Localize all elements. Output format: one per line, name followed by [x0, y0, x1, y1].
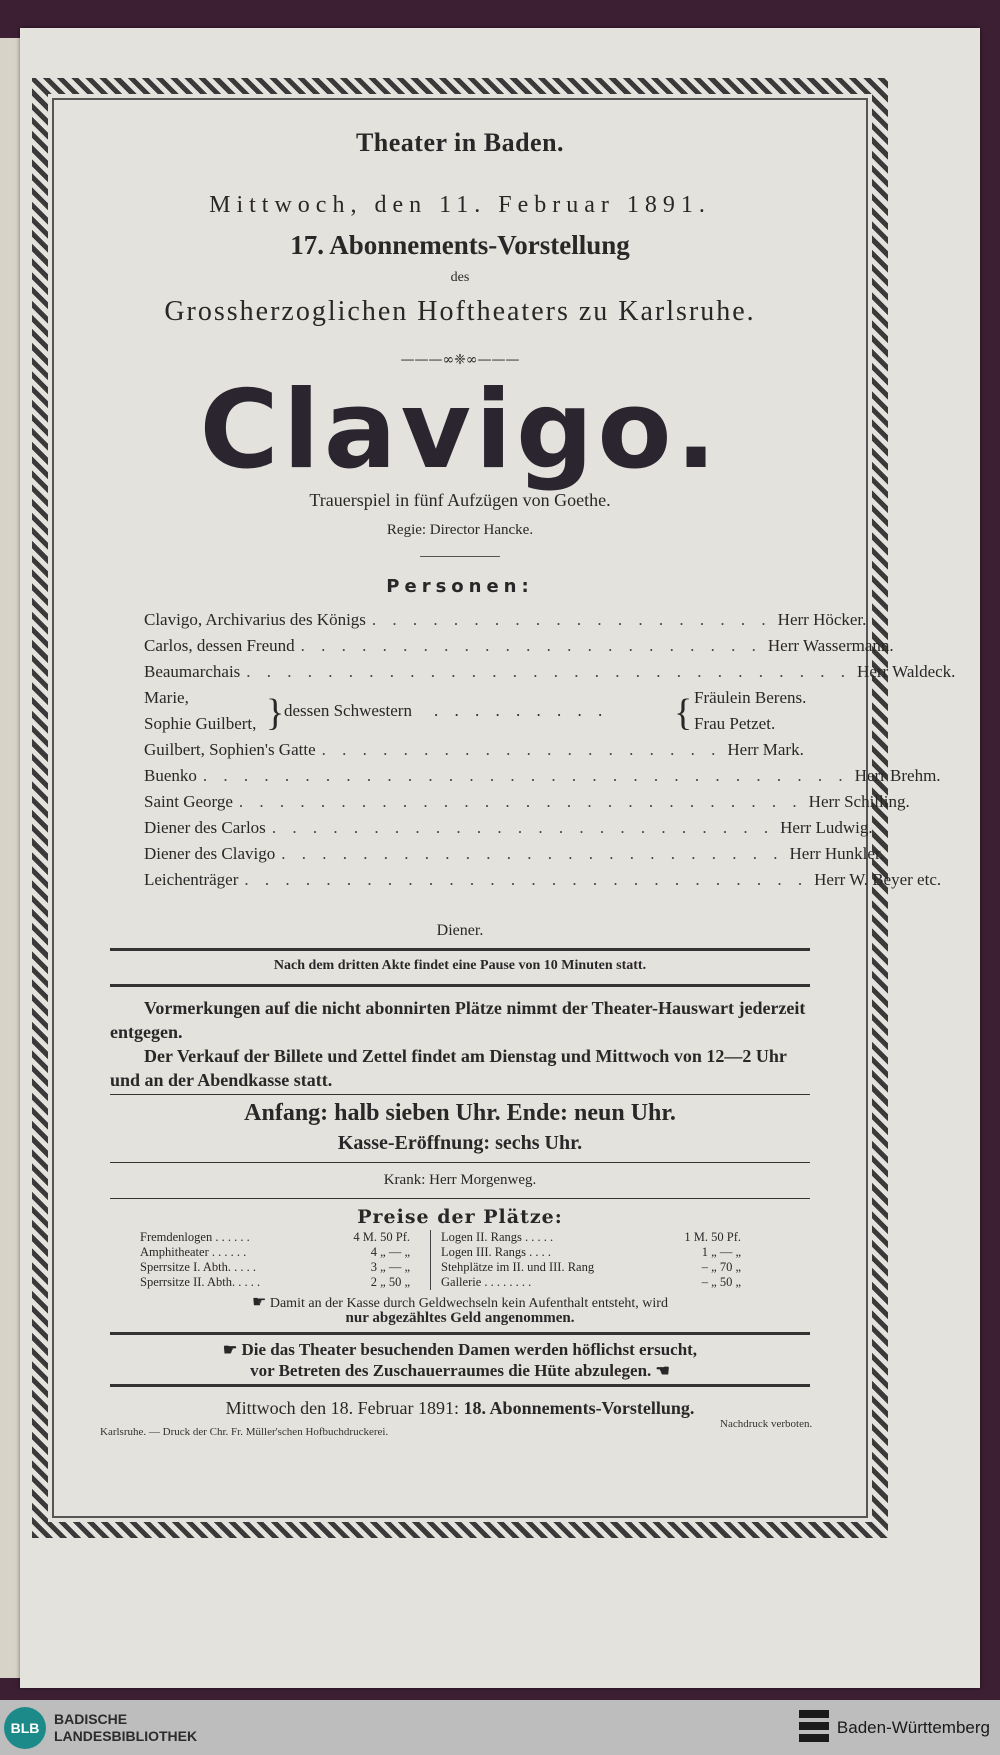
performance-number: 17. Abonnements-Vorstellung: [290, 230, 630, 260]
price-list-right: [430, 1230, 741, 1290]
actor: Herr Höcker.: [777, 610, 867, 629]
cast-heading: Personen:: [386, 576, 534, 597]
divider: [110, 1198, 810, 1199]
price-row: Logen II. Rangs . . . . . 1 M. 50 Pf.: [441, 1230, 741, 1244]
blb-branding[interactable]: [0, 1707, 197, 1749]
short-divider: [420, 556, 500, 557]
price-row: Sperrsitze I. Abth. . . . . 3 „ — „: [140, 1260, 410, 1274]
next-performance: Mittwoch den 18. Februar 1891: 18. Abonnements-Vorstellung.: [225, 1398, 695, 1418]
role: Guilbert, Sophien's Gatte: [144, 740, 316, 759]
cast-list: [144, 610, 956, 896]
reprint-notice: Nachdruck verboten.: [720, 1418, 813, 1430]
cast-row: Diener des Carlos . . . . . . . . . . . . . . . . . . . . . . . . . Herr Ludwig.: [144, 818, 873, 837]
actor: Fräulein Berens.: [694, 688, 807, 707]
role: Leichenträger: [144, 870, 239, 889]
role: Diener des Carlos: [144, 818, 266, 837]
role: Clavigo, Archivarius des Königs: [144, 610, 366, 629]
blb-logo-icon: BLB: [4, 1707, 46, 1749]
divider-thick: [110, 984, 810, 987]
divider: [110, 1094, 810, 1095]
actor: Herr Hunkler.: [789, 844, 884, 863]
actor: Herr Waldeck.: [857, 662, 956, 681]
cast-row: Leichenträger . . . . . . . . . . . . . . . . . . . . . . . . . . . . Herr W. Beyer etc.: [144, 870, 942, 889]
price-row: Sperrsitze II. Abth. . . . . 2 „ 50 „: [140, 1275, 410, 1289]
cast-row-sisters: Marie, Sophie Guilbert, } dessen Schwestern . . . . . . . . . { Fräulein Berens. Frau Petzet.: [144, 688, 807, 734]
company-name: Grossherzoglichen Hoftheaters zu Karlsruhe.: [164, 296, 756, 327]
sick-notice: Krank: Herr Morgenweg.: [383, 1172, 537, 1188]
cast-row: Guilbert, Sophien's Gatte . . . . . . . . . . . . . . . . . . . . Herr Mark.: [144, 740, 864, 766]
cast-row: Saint George . . . . . . . . . . . . . . . . . . . . . . . . . . . . Herr Schilling.: [144, 792, 910, 811]
actor: Herr Wassermann.: [767, 636, 894, 655]
cast-extra: Diener.: [436, 922, 484, 939]
pointing-hand-icon: ☛: [252, 1294, 267, 1311]
price-row: Amphitheater . . . . . . 4 „ — „: [140, 1245, 410, 1259]
viewer-footer-bar: [0, 1700, 1000, 1755]
divider-thick: [110, 1332, 810, 1335]
cast-row: Carlos, dessen Freund . . . . . . . . . . . . . . . . . . . . . . . Herr Wassermann.: [144, 636, 894, 655]
divider: [110, 1162, 810, 1163]
library-name: BADISCHE LANDESBIBLIOTHEK: [54, 1710, 198, 1744]
state-branding[interactable]: [799, 1710, 1000, 1746]
price-row: Stehplätze im II. und III. Rang – „ 70 „: [441, 1260, 741, 1274]
pointing-hand-icon: ☛: [222, 1342, 238, 1359]
role: Sophie Guilbert,: [144, 714, 257, 733]
price-row: Fremdenlogen . . . . . . 4 M. 50 Pf.: [140, 1230, 410, 1244]
prices-heading: Preise der Plätze:: [357, 1206, 563, 1228]
sales-notice: Der Verkauf der Billete und Zettel findet am Dienstag und Mittwoch von 12—2 Uhr und an der Abendkasse statt.: [110, 1046, 787, 1090]
play-subtitle: Trauerspiel in fünf Aufzügen von Goethe.: [309, 490, 611, 510]
role: Saint George: [144, 792, 233, 811]
playbill-content: [60, 100, 956, 1500]
role: Carlos, dessen Freund: [144, 636, 295, 655]
ornament-divider: ———∞❈∞———: [400, 352, 520, 368]
hats-notice: ☛ Die das Theater besuchenden Damen werden höflichst ersucht, vor Betreten des Zuschauerraumes die Hüte abzulegen. ☚: [222, 1340, 698, 1380]
state-lions-icon: [799, 1710, 829, 1746]
cast-row: Clavigo, Archivarius des Königs . . . . . . . . . . . . . . . . . . . . Herr Höcker.: [144, 610, 867, 629]
box-office-opening: Kasse-Eröffnung: sechs Uhr.: [337, 1132, 583, 1154]
divider-thick: [110, 948, 810, 951]
price-row: Gallerie . . . . . . . . – „ 50 „: [441, 1275, 741, 1289]
actor: Herr Brehm.: [854, 766, 941, 785]
actor: Herr W. Beyer etc.: [814, 870, 942, 889]
actor: Herr Schilling.: [808, 792, 910, 811]
exact-money-notice: nur abgezähltes Geld angenommen.: [345, 1310, 575, 1326]
role: Marie,: [144, 688, 189, 707]
change-notice: ☛ Damit an der Kasse durch Geldwechseln kein Aufenthalt entsteht, wird: [252, 1294, 668, 1311]
cast-row: Beaumarchais . . . . . . . . . . . . . . . . . . . . . . . . . . . . . . Herr Waldeck.: [144, 662, 956, 681]
relation: dessen Schwestern: [284, 701, 412, 720]
role: Diener des Clavigo: [144, 844, 276, 863]
brace: }: [266, 692, 285, 734]
printer-imprint: Karlsruhe. — Druck der Chr. Fr. Müller'schen Hofbuchdruckerei.: [100, 1426, 389, 1438]
role: Beaumarchais: [144, 662, 241, 681]
performance-date: Mittwoch, den 11. Februar 1891.: [209, 192, 711, 218]
price-list-left: [140, 1230, 410, 1290]
state-name: Baden-Württemberg: [836, 1717, 990, 1737]
price-row: Logen III. Rangs . . . . 1 „ — „: [441, 1245, 741, 1259]
role: Buenko: [144, 766, 197, 785]
brace: {: [674, 692, 693, 734]
theater-name: Theater in Baden.: [60, 128, 860, 158]
play-title: Clavigo.: [199, 368, 721, 493]
start-end-times: Anfang: halb sieben Uhr. Ende: neun Uhr.: [244, 1100, 676, 1126]
cast-row: Buenko . . . . . . . . . . . . . . . . . . . . . . . . . . . . . . . . Herr Brehm.: [144, 766, 941, 785]
divider-thick: [110, 1384, 810, 1387]
director-line: Regie: Director Hancke.: [386, 522, 534, 538]
des-word: des: [450, 270, 470, 285]
actor: Herr Ludwig.: [780, 818, 873, 837]
pointing-hand-icon: ☚: [655, 1363, 670, 1380]
actor: Herr Mark.: [727, 740, 804, 759]
actor: Frau Petzet.: [694, 714, 776, 733]
pause-notice: Nach dem dritten Akte findet eine Pause von 10 Minuten statt.: [273, 958, 647, 973]
reservation-notice: Vormerkungen auf die nicht abonnirten Plätze nimmt der Theater-Hauswart jederzeit entgegen.: [110, 998, 806, 1042]
cast-row: Diener des Clavigo . . . . . . . . . . . . . . . . . . . . . . . . . Herr Hunkler.: [144, 844, 884, 863]
